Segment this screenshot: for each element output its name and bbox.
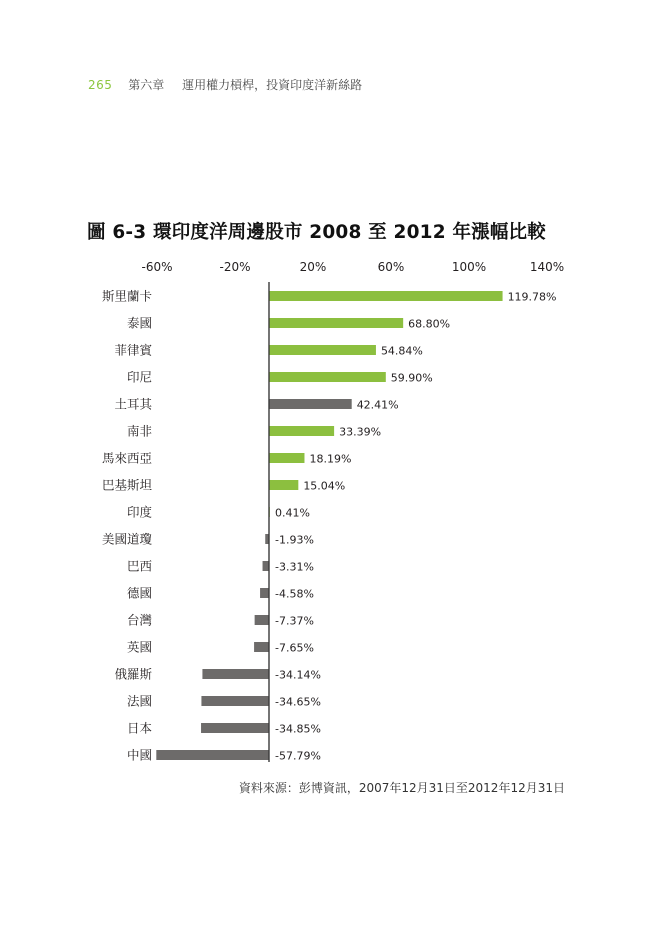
value-label: -4.58% xyxy=(275,587,314,601)
figure-title: 圖 6-3 環印度洋周邊股市 2008 至 2012 年漲幅比較 xyxy=(87,222,546,243)
bar xyxy=(269,372,386,382)
bar xyxy=(269,399,352,409)
bar xyxy=(269,318,403,328)
category-label: 巴西 xyxy=(126,558,152,574)
category-label: 中國 xyxy=(126,747,152,763)
category-label: 土耳其 xyxy=(114,396,152,412)
value-label: 119.78% xyxy=(507,290,557,304)
value-label: -34.14% xyxy=(275,668,321,682)
value-label: -57.79% xyxy=(275,749,321,763)
bar xyxy=(202,669,269,679)
bar xyxy=(269,345,376,355)
bar xyxy=(269,480,298,490)
bar xyxy=(269,426,334,436)
bar xyxy=(263,561,269,571)
value-label: 15.04% xyxy=(303,479,346,493)
value-label: 54.84% xyxy=(380,344,423,358)
bar xyxy=(260,588,269,598)
x-tick-label: 100% xyxy=(451,260,487,274)
x-tick-label: -20% xyxy=(219,260,251,274)
value-label: 18.19% xyxy=(309,452,352,466)
value-label: 33.39% xyxy=(339,425,382,439)
bar xyxy=(156,750,269,760)
category-label: 美國道瓊 xyxy=(101,531,152,547)
value-label: -3.31% xyxy=(275,560,314,574)
category-label: 菲律賓 xyxy=(114,342,152,358)
category-label: 法國 xyxy=(126,693,152,709)
category-label: 巴基斯坦 xyxy=(101,477,152,493)
x-tick-label: 60% xyxy=(377,260,405,274)
figure-source: 資料來源：彭博資訊，2007年12月31日至2012年12月31日 xyxy=(238,781,565,795)
value-label: -7.37% xyxy=(275,614,314,628)
category-label: 英國 xyxy=(126,639,152,655)
category-label: 南非 xyxy=(126,423,152,439)
value-label: 68.80% xyxy=(408,317,451,331)
bar xyxy=(201,723,269,733)
x-tick-label: 20% xyxy=(299,260,327,274)
x-tick-label: -60% xyxy=(141,260,173,274)
value-label: 42.41% xyxy=(356,398,399,412)
bar xyxy=(269,291,503,301)
category-label: 德國 xyxy=(126,585,152,601)
value-label: -1.93% xyxy=(275,533,314,547)
x-tick-label: 140% xyxy=(529,260,565,274)
bar xyxy=(269,453,304,463)
category-label: 馬來西亞 xyxy=(101,450,152,466)
bar xyxy=(254,642,269,652)
value-label: -34.85% xyxy=(275,722,321,736)
value-label: -7.65% xyxy=(275,641,314,655)
category-label: 日本 xyxy=(126,720,152,736)
chapter-label: 第六章 xyxy=(128,78,165,92)
category-label: 印尼 xyxy=(126,369,152,385)
value-label: -34.65% xyxy=(275,695,321,709)
bar xyxy=(201,696,269,706)
category-label: 俄羅斯 xyxy=(114,666,152,682)
running-title: 運用權力槓桿，投資印度洋新絲路 xyxy=(182,78,363,92)
category-label: 印度 xyxy=(126,504,152,520)
category-label: 台灣 xyxy=(126,612,152,628)
bar xyxy=(255,615,269,625)
category-label: 泰國 xyxy=(126,315,152,331)
category-label: 斯里蘭卡 xyxy=(101,288,152,304)
value-label: 59.90% xyxy=(390,371,433,385)
page-number: 265 xyxy=(88,78,113,92)
value-label: 0.41% xyxy=(275,506,310,520)
